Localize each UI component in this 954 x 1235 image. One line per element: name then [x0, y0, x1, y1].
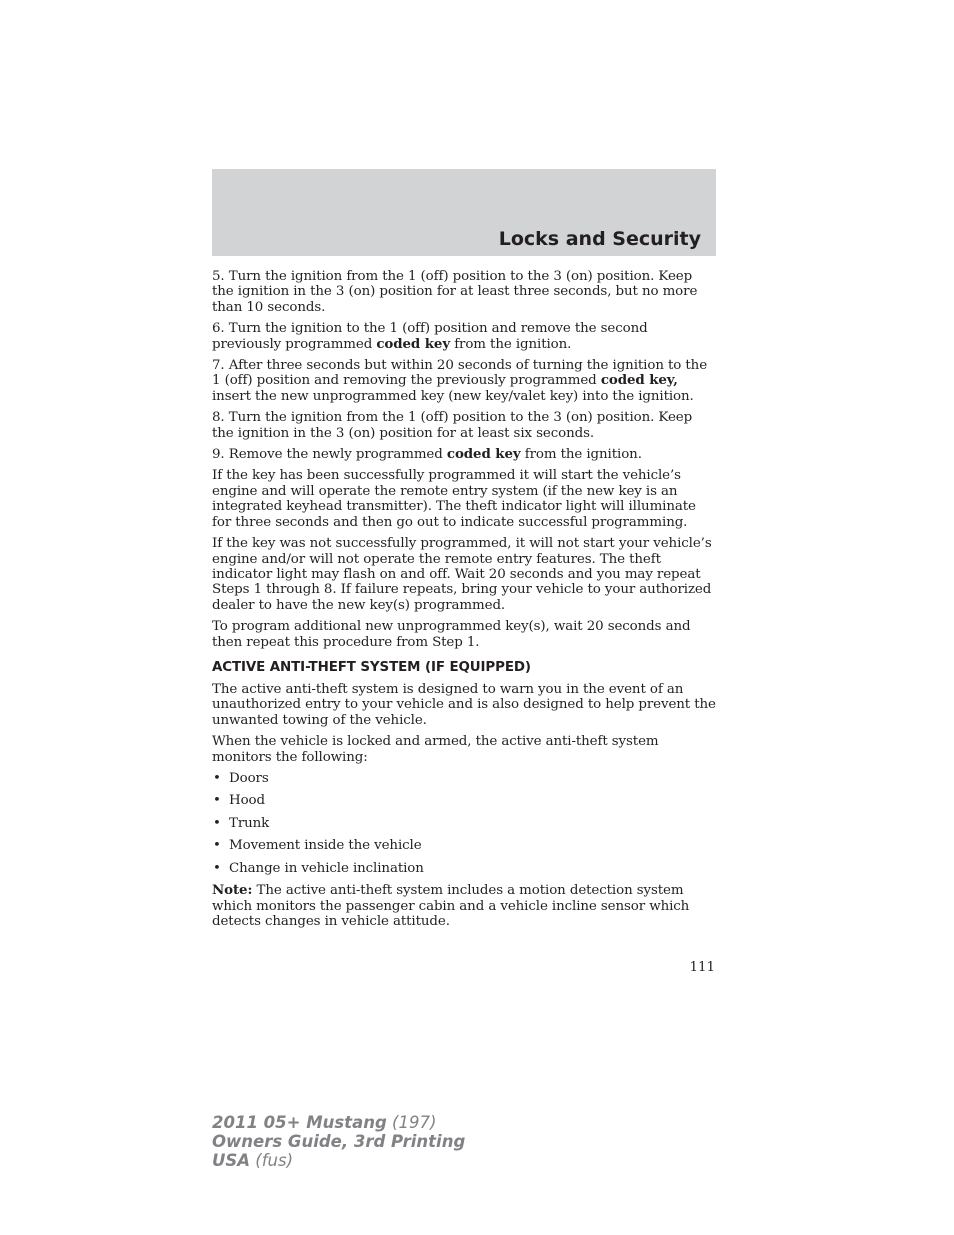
monitors-intro: When the vehicle is locked and armed, the active anti-theft system monitors the following:	[212, 734, 659, 765]
section-header-band	[212, 169, 716, 256]
footer-guide-line: Owners Guide, 3rd Printing	[212, 1132, 466, 1151]
list-item: • Trunk	[213, 815, 270, 831]
list-item: • Change in vehicle inclination	[213, 860, 424, 876]
success-paragraph: If the key has been successfully programmed it will start the vehicle’s engine and will operate the remote entry system (if the new key is an integrated keyhead transmitter). The theft indicator light will illuminate for three seconds and then go out to indicate successful programming.	[212, 468, 696, 530]
monitored-items-list	[212, 771, 716, 877]
page-body	[212, 269, 716, 936]
failure-paragraph: If the key was not successfully programmed, it will not start your vehicle’s engine and/or will not operate the remote entry features. The theft indicator light may flash on and off. Wait 20 seconds and you may repeat Steps 1 through 8. If failure repeats, bring your vehicle to your authorized dealer to have the new key(s) programmed.	[212, 536, 712, 613]
step-6: 6. Turn the ignition to the 1 (off) position and remove the second previously programmed coded key from the ignition.	[212, 321, 648, 352]
list-item: • Hood	[213, 793, 265, 809]
page-number: 111	[689, 960, 715, 975]
anti-theft-intro: The active anti-theft system is designed to warn you in the event of an unauthorized entry to your vehicle and is also designed to help prevent the unwanted towing of the vehicle.	[212, 681, 716, 728]
document-footer	[212, 1113, 465, 1170]
bullet-icon: •	[213, 860, 221, 876]
anti-theft-heading: ACTIVE ANTI-THEFT SYSTEM (IF EQUIPPED)	[212, 659, 531, 675]
step-8: 8. Turn the ignition from the 1 (off) position to the 3 (on) position. Keep the ignition in the 3 (on) position for at least six seconds.	[212, 410, 693, 441]
list-item: • Doors	[213, 770, 269, 786]
bullet-icon: •	[213, 770, 221, 786]
step-5: 5. Turn the ignition from the 1 (off) position to the 3 (on) position. Keep the ignition in the 3 (on) position for at least three seconds, but no more than 10 seconds.	[212, 269, 698, 315]
footer-market-line: USA (fus)	[212, 1151, 294, 1170]
bullet-icon: •	[213, 838, 221, 854]
bullet-icon: •	[213, 793, 221, 809]
step-9: 9. Remove the newly programmed coded key from the ignition.	[212, 446, 642, 463]
coded-key-term: coded key,	[600, 372, 678, 389]
step-7: 7. After three seconds but within 20 seconds of turning the ignition to the 1 (off) position and removing the previously programmed coded key, insert the new unprogrammed key (new key/valet key) into the ignition.	[212, 358, 708, 404]
coded-key-term: coded key	[446, 446, 521, 463]
bullet-icon: •	[213, 815, 221, 831]
note-paragraph: Note: The active anti-theft system includes a motion detection system which monitors the passenger cabin and a vehicle incline sensor which detects changes in vehicle attitude.	[212, 882, 690, 930]
list-item: • Movement inside the vehicle	[213, 838, 422, 854]
additional-keys-paragraph: To program additional new unprogrammed key(s), wait 20 seconds and then repeat this procedure from Step 1.	[212, 619, 691, 650]
section-title: Locks and Security	[498, 228, 701, 250]
note-label: Note:	[212, 882, 253, 899]
coded-key-term: coded key	[376, 335, 451, 352]
footer-model-line: 2011 05+ Mustang (197)	[212, 1113, 437, 1132]
